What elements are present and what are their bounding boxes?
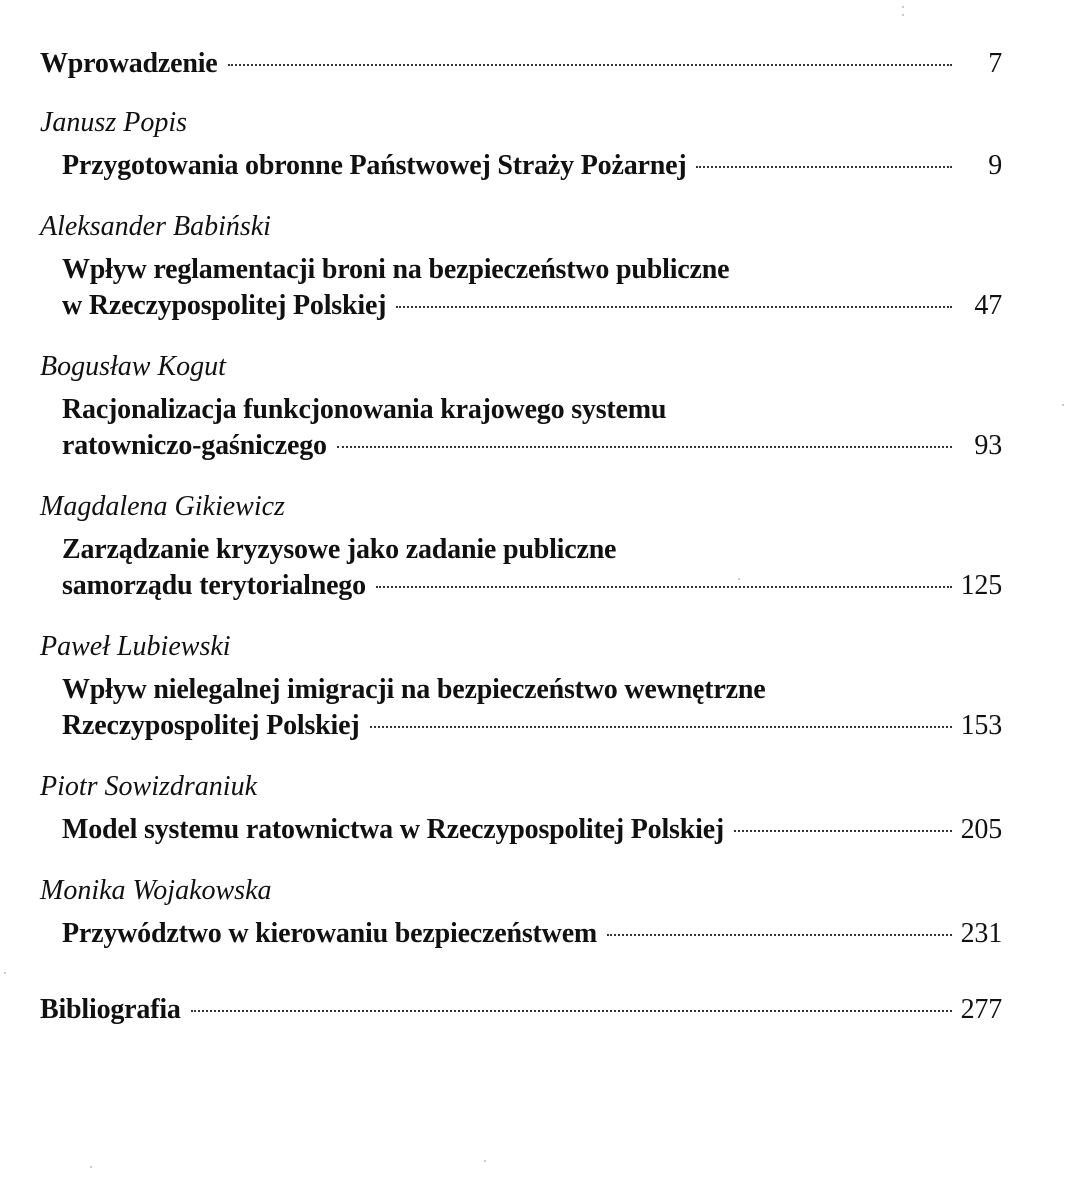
- toc-author: Paweł Lubiewski: [40, 631, 231, 662]
- dot-leader: [337, 446, 952, 448]
- toc-entry-row: [62, 148, 1002, 184]
- toc-author: Monika Wojakowska: [40, 875, 272, 906]
- toc-entry-title-line: Racjonalizacja funkcjonowania krajowego systemu: [62, 394, 667, 425]
- toc-bibliography-row: [40, 992, 1002, 1028]
- toc-bibliography-page: 277: [960, 994, 1002, 1025]
- toc-entry-page: 47: [974, 290, 1002, 321]
- toc-intro-row: [40, 46, 1002, 82]
- toc-entry-row: [62, 812, 1002, 848]
- toc-entry-row: [62, 708, 1002, 744]
- toc-entry: [62, 672, 1002, 744]
- toc-author: Piotr Sowizdraniuk: [40, 771, 258, 802]
- toc-entry-page: 153: [960, 710, 1002, 741]
- toc-author: Janusz Popis: [40, 107, 187, 138]
- toc-entry: [62, 532, 1002, 604]
- toc-entry-title: samorządu terytorialnego: [62, 570, 366, 601]
- scan-speck: [1062, 404, 1064, 406]
- toc-intro-page: 7: [988, 48, 1002, 79]
- toc-author: Bogusław Kogut: [40, 351, 226, 382]
- dot-leader: [370, 726, 953, 728]
- toc-entry-page: 93: [974, 430, 1002, 461]
- toc-entry-title: ratowniczo-gaśniczego: [62, 430, 327, 461]
- toc-entry: [62, 148, 1002, 184]
- toc-author: Aleksander Babiński: [40, 211, 271, 242]
- toc-entry: [62, 812, 1002, 848]
- scan-speck: [902, 14, 904, 16]
- toc-entry-page: 125: [960, 570, 1002, 601]
- toc-entry: [62, 392, 1002, 464]
- toc-entry-row: [62, 288, 1002, 324]
- toc-entry-title: Przywództwo w kierowaniu bezpieczeństwem: [62, 918, 598, 949]
- toc-entry-title: Rzeczypospolitej Polskiej: [62, 710, 360, 741]
- toc-entry-page: 205: [960, 814, 1002, 845]
- toc-entry-row: [62, 916, 1002, 952]
- scan-speck: [90, 1166, 92, 1168]
- toc-entry-row: [62, 428, 1002, 464]
- toc-entry-title-line: Zarządzanie kryzysowe jako zadanie publiczne: [62, 534, 617, 565]
- dot-leader: [607, 934, 952, 936]
- dot-leader: [228, 64, 952, 66]
- scan-speck: [484, 1160, 486, 1162]
- toc-entry-title-line: Wpływ reglamentacji broni na bezpieczeństwo publiczne: [62, 254, 730, 285]
- dot-leader: [191, 1010, 952, 1012]
- table-of-contents: [40, 46, 1002, 1028]
- toc-entry-title-line: Wpływ nielegalnej imigracji na bezpieczeństwo wewnętrzne: [62, 674, 766, 705]
- scan-speck: [4, 972, 6, 974]
- toc-bibliography-title: Bibliografia: [40, 994, 181, 1025]
- toc-entry-title: w Rzeczypospolitej Polskiej: [62, 290, 387, 321]
- toc-entry-title: Przygotowania obronne Państwowej Straży Pożarnej: [62, 150, 687, 181]
- dot-leader: [396, 306, 952, 308]
- toc-entry-page: 231: [960, 918, 1002, 949]
- toc-intro-title: Wprowadzenie: [40, 48, 218, 79]
- toc-entry-title: Model systemu ratownictwa w Rzeczypospolitej Polskiej: [62, 814, 725, 845]
- toc-author: Magdalena Gikiewicz: [40, 491, 285, 522]
- scan-speck: [738, 578, 740, 580]
- toc-entry-row: [62, 568, 1002, 604]
- dot-leader: [376, 586, 952, 588]
- toc-entry: [62, 252, 1002, 324]
- toc-entry: [62, 916, 1002, 952]
- dot-leader: [734, 830, 952, 832]
- toc-entry-page: 9: [988, 150, 1002, 181]
- scan-speck: [902, 6, 904, 8]
- dot-leader: [696, 166, 952, 168]
